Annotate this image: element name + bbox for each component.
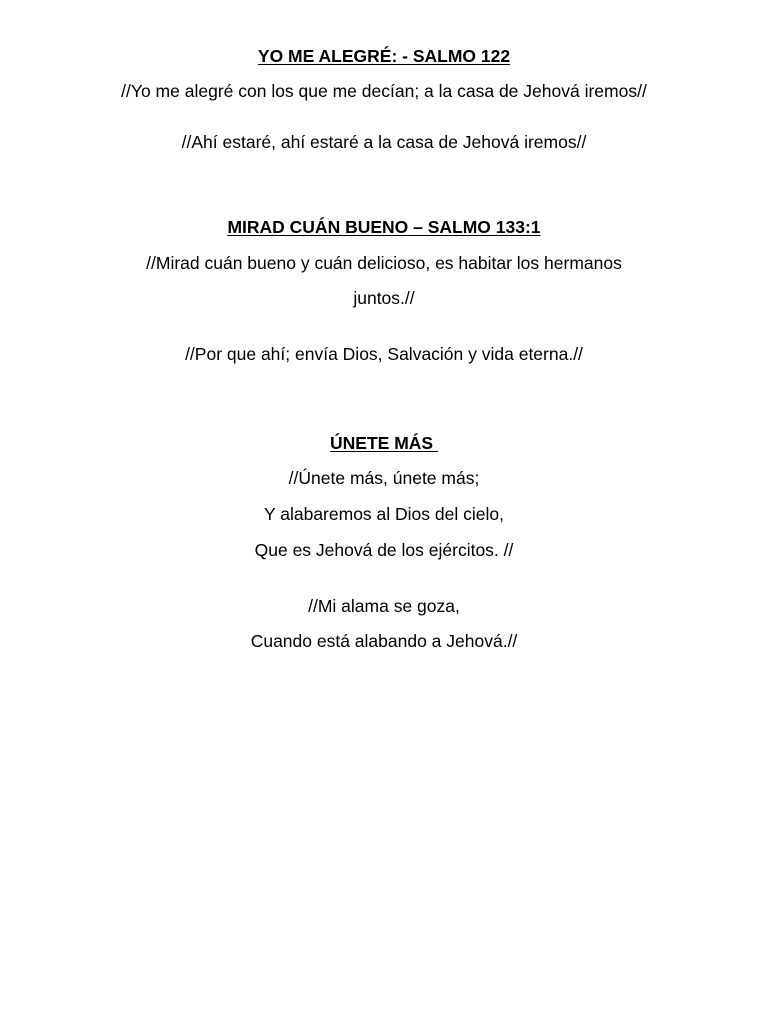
lyric-line: //Mirad cuán bueno y cuán delicioso, es habitar los hermanos [146, 253, 622, 273]
lyric-line: //Ahí estaré, ahí estaré a la casa de Jehová iremos// [181, 132, 587, 152]
lyric-line: //Mi alama se goza, [308, 596, 460, 616]
lyric-line: Y alabaremos al Dios del cielo, [264, 504, 504, 524]
lyric-line: //Por que ahí; envía Dios, Salvación y vida eterna.// [185, 344, 583, 364]
song-title: MIRAD CUÁN BUENO – SALMO 133:1 [227, 217, 541, 237]
lyric-line: //Yo me alegré con los que me decían; a la casa de Jehová iremos// [121, 81, 647, 101]
lyric-line: Que es Jehová de los ejércitos. // [254, 540, 514, 560]
lyric-line: Cuando está alabando a Jehová.// [250, 631, 518, 651]
lyric-line: //Únete más, únete más; [288, 468, 480, 488]
song-title: ÚNETE MÁS [330, 433, 438, 453]
lyric-line: juntos.// [353, 288, 415, 308]
song-title: YO ME ALEGRÉ: - SALMO 122 [257, 46, 511, 66]
